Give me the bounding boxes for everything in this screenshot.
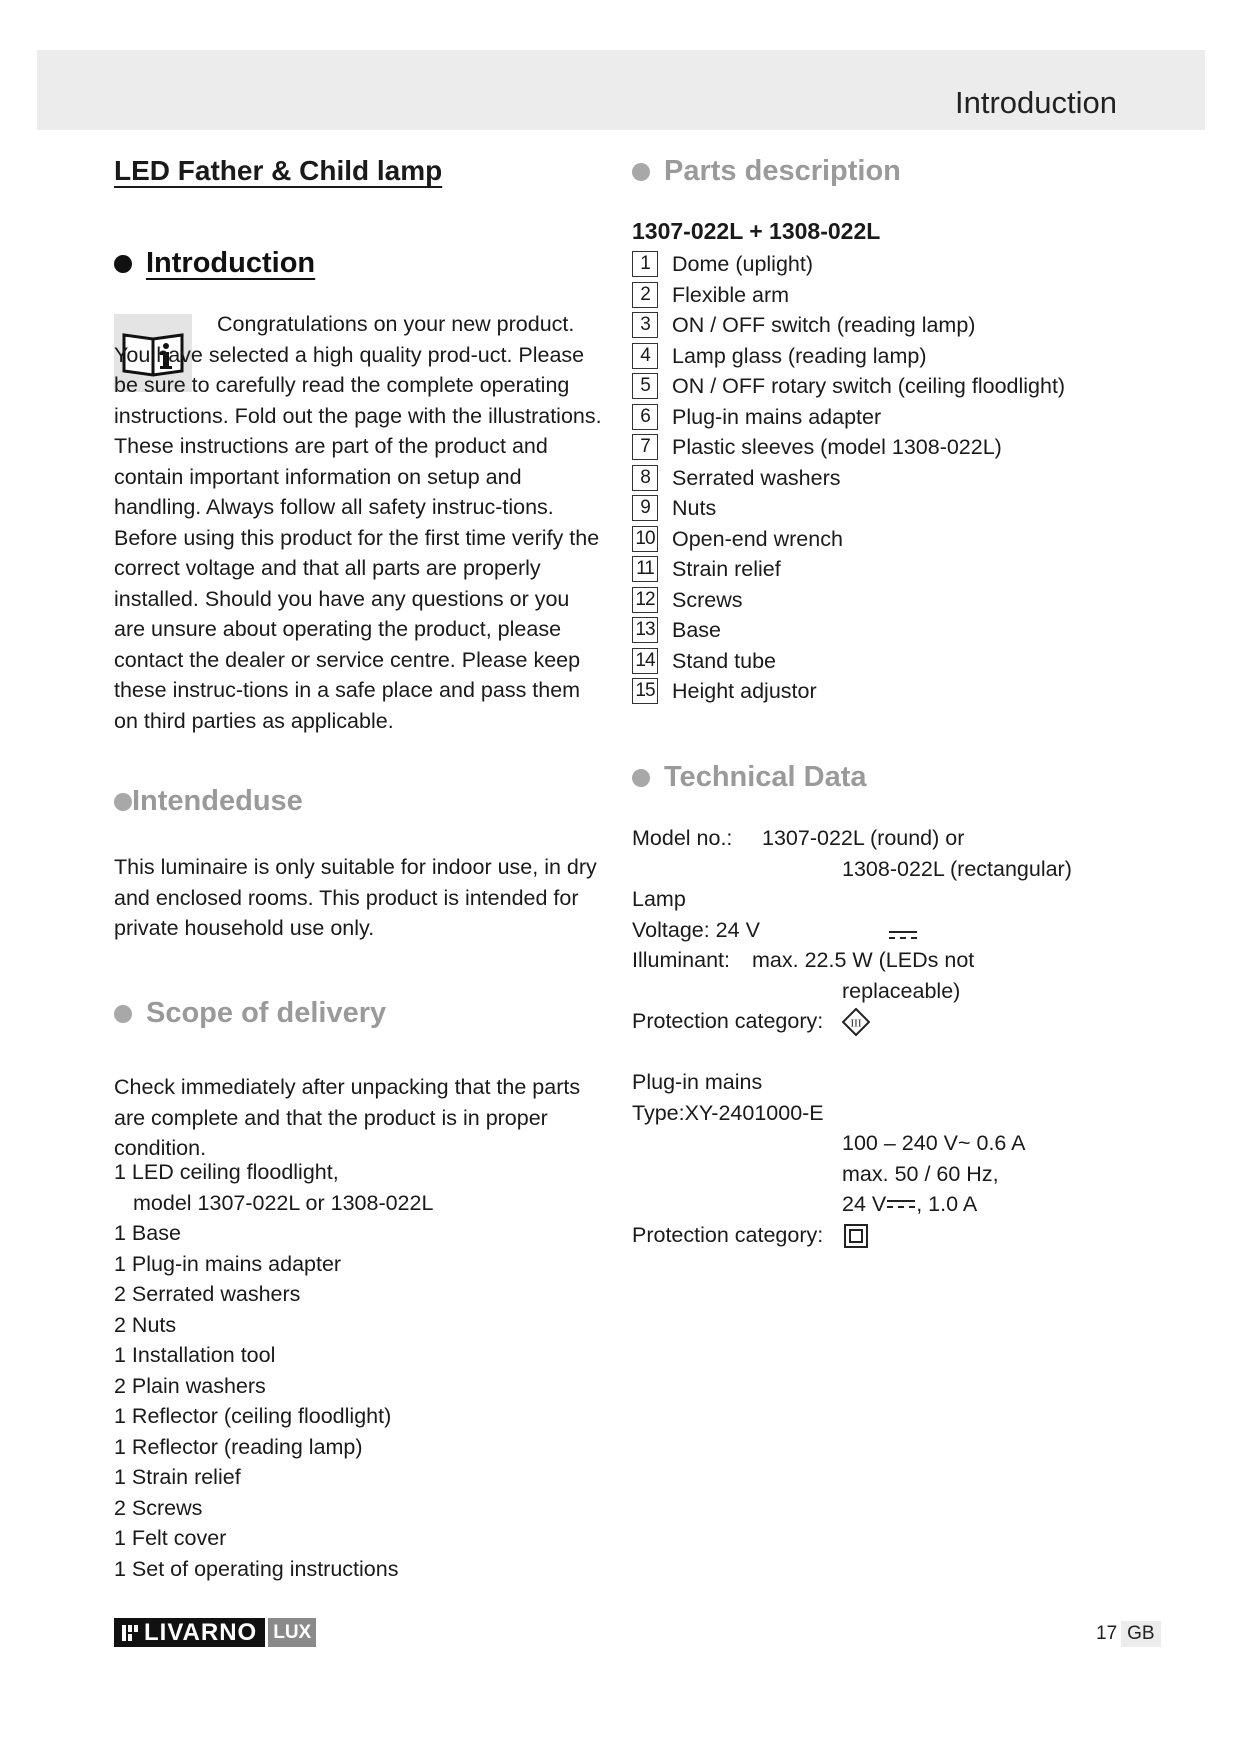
parts-heading: Parts description bbox=[632, 155, 901, 188]
list-item: 2 Screws bbox=[114, 1495, 203, 1520]
page-title: LED Father & Child lamp bbox=[114, 155, 443, 186]
part-item bbox=[632, 585, 1065, 616]
part-item bbox=[632, 310, 1065, 341]
part-label: Plug-in mains adapter bbox=[672, 404, 882, 429]
part-item bbox=[632, 554, 1065, 585]
delivery-list bbox=[114, 1157, 433, 1584]
part-item bbox=[632, 493, 1065, 524]
model-value: 1307-022L (round) or bbox=[762, 826, 965, 850]
part-label: Plastic sleeves (model 1308-022L) bbox=[672, 435, 1002, 459]
part-item bbox=[632, 646, 1065, 677]
list-item: 1 Plug-in mains adapter bbox=[114, 1251, 342, 1276]
brand-suffix: LUX bbox=[268, 1618, 316, 1647]
protection-class-2-icon bbox=[844, 1224, 868, 1257]
illuminant-value: replaceable) bbox=[842, 978, 961, 1003]
part-item bbox=[632, 341, 1065, 372]
part-number: 5 bbox=[632, 373, 658, 399]
part-item bbox=[632, 615, 1065, 646]
part-label: Lamp glass (reading lamp) bbox=[672, 343, 927, 368]
part-number: 15 bbox=[632, 678, 658, 704]
part-label: Screws bbox=[672, 587, 743, 612]
part-number: 7 bbox=[632, 434, 658, 460]
part-number: 13 bbox=[632, 617, 658, 643]
technical-data bbox=[632, 823, 1152, 1250]
illuminant-label: Illuminant: bbox=[632, 948, 730, 972]
introduction-text: Congratulations on your new product. You have selected a high quality prod-uct. Please be sure to carefully read the complete operating instructions. Fold out the page with the illustrations. These instructions are part of the product and contain important information on setup and handling. Always follow all safety instruc-tions. Before using this product for the first time verify the correct voltage and that all parts are properly installed. Should you have any questions or you are unsure about operating the product, please contact the dealer or service centre. Please keep these instruc-tions in a safe place and pass them on third parties as applicable. bbox=[114, 312, 602, 733]
part-number: 11 bbox=[632, 556, 658, 582]
part-item bbox=[632, 432, 1065, 463]
part-number: 1 bbox=[632, 251, 658, 277]
scope-text: Check immediately after unpacking that the parts are complete and that the product is in proper condition. bbox=[114, 1075, 581, 1160]
intended-use-text: This luminaire is only suitable for indoor use, in dry and enclosed rooms. This product is intended for private household use only. bbox=[114, 855, 597, 940]
bullet-icon bbox=[632, 769, 650, 787]
part-item bbox=[632, 524, 1065, 555]
part-label: Strain relief bbox=[672, 557, 781, 581]
list-item: 2 Plain washers bbox=[114, 1373, 266, 1398]
part-number: 12 bbox=[632, 587, 658, 613]
list-item: 1 Felt cover bbox=[114, 1526, 227, 1550]
part-label: Serrated washers bbox=[672, 465, 841, 490]
part-label: ON / OFF rotary switch (ceiling floodlight) bbox=[672, 374, 1066, 398]
part-item bbox=[632, 371, 1065, 402]
protection-label-2: Protection category: bbox=[632, 1222, 824, 1247]
dc-symbol-icon bbox=[886, 1196, 916, 1212]
adapter-label: Plug-in mains bbox=[632, 1070, 763, 1094]
bullet-icon bbox=[114, 255, 132, 273]
part-number: 3 bbox=[632, 312, 658, 338]
part-label: Flexible arm bbox=[672, 282, 790, 307]
bullet-icon bbox=[632, 163, 650, 181]
parts-model: 1307-022L + 1308-022L bbox=[632, 218, 881, 244]
part-item bbox=[632, 463, 1065, 494]
part-number: 14 bbox=[632, 648, 658, 674]
part-label: Nuts bbox=[672, 496, 717, 520]
adapter-input: 100 – 240 V~ 0.6 A bbox=[842, 1131, 1026, 1155]
part-label: Open-end wrench bbox=[672, 526, 843, 551]
scope-heading: Scope of delivery bbox=[114, 997, 386, 1030]
adapter-output: 24 V , 1.0 A bbox=[842, 1192, 978, 1216]
part-item bbox=[632, 249, 1065, 280]
lamp-label: Lamp bbox=[632, 887, 686, 911]
brand-mark-icon bbox=[122, 1625, 138, 1641]
intended-use-heading: Intendeduse bbox=[114, 785, 303, 818]
part-number: 6 bbox=[632, 404, 658, 430]
voltage-value: Voltage: 24 V bbox=[632, 917, 760, 942]
list-item: 1 Reflector (ceiling floodlight) bbox=[114, 1404, 392, 1428]
part-label: Dome (uplight) bbox=[672, 252, 813, 276]
header-section-title: Introduction bbox=[955, 85, 1117, 120]
part-item bbox=[632, 676, 1065, 707]
part-label: Stand tube bbox=[672, 648, 777, 673]
part-label: Base bbox=[672, 618, 722, 642]
bullet-icon bbox=[114, 793, 132, 811]
brand-name: LIVARNO bbox=[114, 1618, 265, 1647]
part-label: Height adjustor bbox=[672, 679, 817, 703]
introduction-heading: Introduction bbox=[114, 247, 315, 280]
list-item: 1 Base bbox=[114, 1221, 181, 1245]
part-number: 10 bbox=[632, 526, 658, 552]
part-item bbox=[632, 402, 1065, 433]
list-item: 1 Installation tool bbox=[114, 1343, 276, 1367]
list-item: 2 Serrated washers bbox=[114, 1282, 301, 1306]
page-number: 17 GB bbox=[1096, 1621, 1161, 1647]
svg-text:III: III bbox=[850, 1017, 862, 1030]
adapter-type: Type:XY-2401000-E bbox=[632, 1100, 824, 1125]
brand-logo bbox=[114, 1618, 316, 1647]
parts-list bbox=[632, 249, 1065, 707]
model-value: 1308-022L (rectangular) bbox=[842, 856, 1072, 881]
part-number: 2 bbox=[632, 282, 658, 308]
protection-label: Protection category: bbox=[632, 1009, 824, 1033]
list-item: 1 Strain relief bbox=[114, 1465, 241, 1489]
part-label: ON / OFF switch (reading lamp) bbox=[672, 313, 976, 337]
list-item: 1 Set of operating instructions bbox=[114, 1556, 399, 1581]
part-item bbox=[632, 280, 1065, 311]
part-number: 4 bbox=[632, 343, 658, 369]
illuminant-value: max. 22.5 W (LEDs not bbox=[752, 948, 975, 972]
part-number: 9 bbox=[632, 495, 658, 521]
part-number: 8 bbox=[632, 465, 658, 491]
list-item: 1 LED ceiling floodlight, bbox=[114, 1160, 339, 1184]
adapter-frequency: max. 50 / 60 Hz, bbox=[842, 1161, 999, 1186]
bullet-icon bbox=[114, 1005, 132, 1023]
list-item: 2 Nuts bbox=[114, 1312, 177, 1337]
model-label: Model no.: bbox=[632, 826, 733, 850]
technical-heading: Technical Data bbox=[632, 761, 867, 794]
list-item: 1 Reflector (reading lamp) bbox=[114, 1434, 363, 1459]
list-item: model 1307-022L or 1308-022L bbox=[133, 1190, 434, 1215]
